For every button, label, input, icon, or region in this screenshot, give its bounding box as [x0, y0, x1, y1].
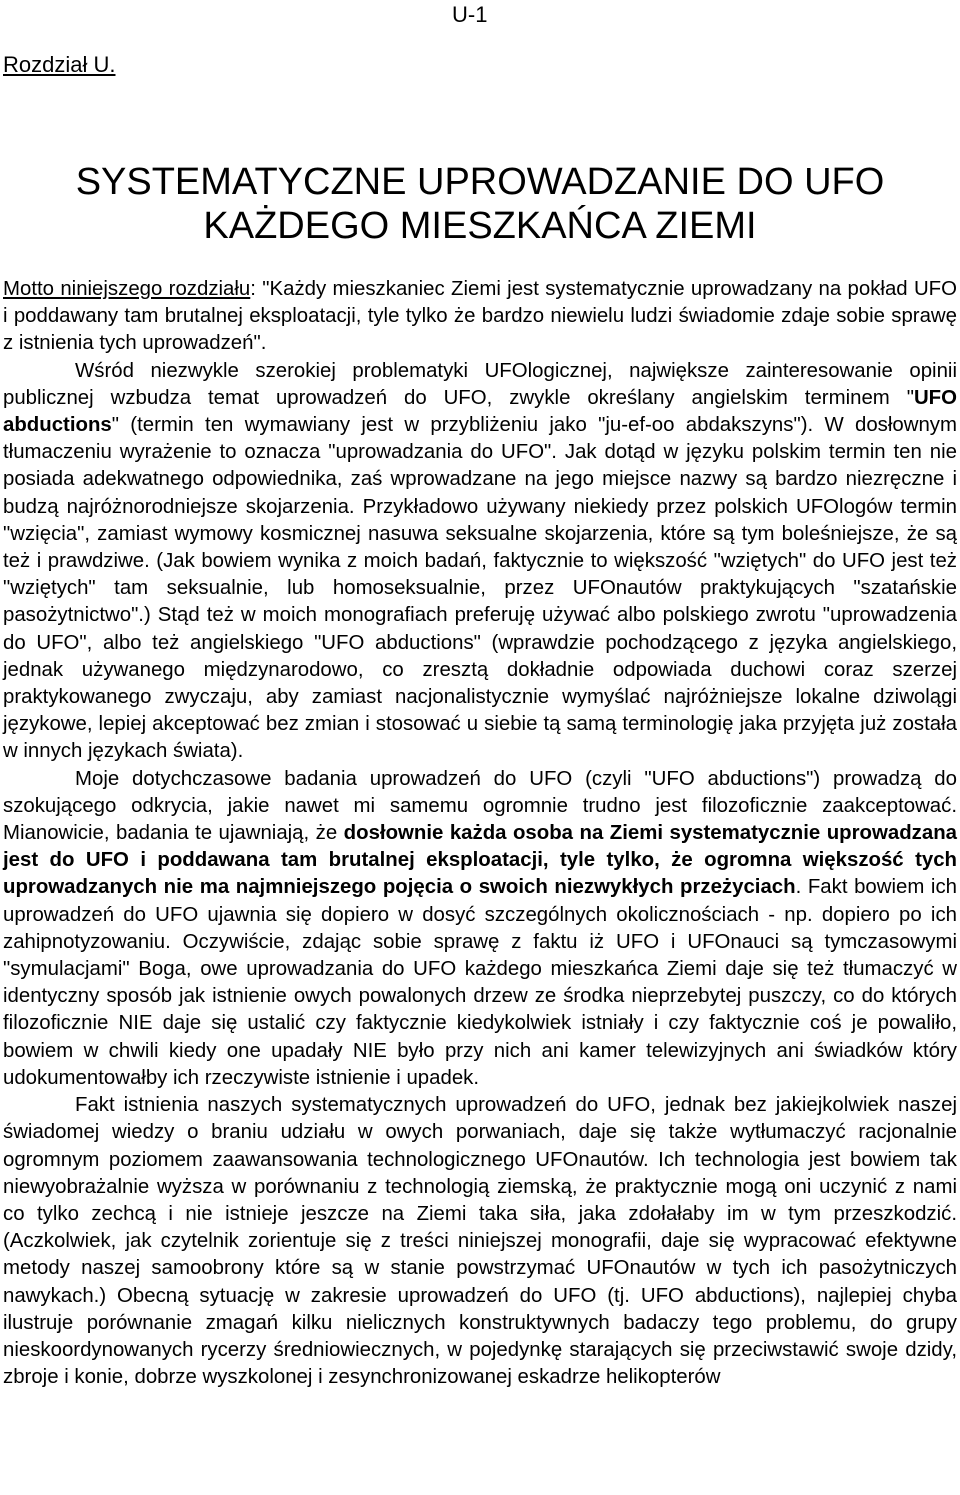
chapter-label-text: Rozdział U.: [3, 52, 116, 77]
chapter-label: [3, 52, 115, 78]
page-number: U-1: [452, 2, 488, 27]
paragraph-2: [3, 766, 957, 1092]
chapter-title: [0, 160, 960, 248]
chapter-title-line-2: KAŻDEGO MIESZKAŃCA ZIEMI: [203, 205, 757, 247]
chapter-title-line-1: SYSTEMATYCZNE UPROWADZANIE DO UFO: [75, 161, 885, 203]
paragraph-3-text: Fakt istnienia naszych systematycznych uprowadzeń do UFO, jednak bez jakiejkolwiek naszej świadomej wiedzy o braniu udziału w owych porwaniach, daje się także wytłumaczyć racjonalnie ogromnym poziomem zaawansowania technologicznego UFOnautów. Ich technologia jest bowiem tak niewyobrażalnie wyższa w porównaniu z technologią ziemską, że praktycznie mogą oni uczynić z nami co tylko zechcą i nie istnieje jeszcze na Ziemi taka siła, jaka zdołałaby im w tym przeszkodzić. (Aczkolwiek, jak czytelnik zorientuje się z treści niniejszej monografii, daje się wypracować efektywne metody naszej samoobrony które są w stanie powstrzymać UFOnautów w tych ich pasożytniczych nawykach.) Obecną sytuację w zakresie uprowadzeń do UFO (tj. UFO abductions), najlepiej chyba ilustruje porównanie zmagań kilku nielicznych konstruktywnych badaczy tego problemu, do grupy nieskoordynowanych rycerzy średniowiecznych, w pojedynkę starających się przeciwstawić swoje dzidy, zbroje i konie, dobrze wyszkolonej i zesynchronizowanej eskadrze helikopterów: [3, 1094, 957, 1389]
paragraph-2-bold-statement: dosłownie każda osoba na Ziemi systematycznie uprowadzana jest do UFO i poddawana tam brutalnej eksploatacji, tyle tylko, że ogromna większość tych uprowadzanych nie ma najmniejszego pojęcia o swoich niezwykłych przeżyciach: [3, 822, 957, 899]
paragraph-3: [3, 1092, 957, 1391]
motto-label: Motto niniejszego rozdziału: [3, 278, 251, 300]
paragraph-1-bold-term: UFO abductions: [3, 386, 957, 437]
paragraph-1: [3, 358, 957, 766]
motto-paragraph: [3, 276, 957, 358]
paragraph-2-part-1: Moje dotychczasowe badania uprowadzeń do UFO (czyli "UFO abductions") prowadzą do szokującego odkrycia, jakie nawet mi samemu ogromnie trudno jest filozoficznie zaakceptować. Mianowicie, badania te ujawniają, że: [3, 767, 957, 845]
paragraph-1-part-2: " (termin ten wymawiany jest w przybliżeniu jako "ju-ef-oo abdakszyns"). W dosłownym tłumaczeniu wyrażenie to oznacza "uprowadzania do UFO". Jak dotąd w języku polskim termin ten nie posiada adekwatnego odpowiednika, zaś wprowadzane na jego miejsce nazwy są bardzo niezręczne i budzą najróżnorodniejsze skojarzenia. Przykładowo używany niekiedy przez polskich UFOlogów termin "wzięcia", zamiast wymowy kosmicznej nasuwa seksualne skojarzenia, które są tym boleśniejsze, że są też i prawdziwe. (Jak bowiem wynika z moich badań, faktycznie to większość "wziętych" do UFO jest też "wziętych" tam seksualnie, lub homoseksualnie, przez UFOnautów praktykujących "szatańskie pasożytnictwo".) Stąd też w moich monografiach preferuję używać albo polskiego zwrotu "uprowadzenia do UFO", albo też angielskiego "UFO abductions" (wprawdzie pochodzącego z języka angielskiego, jednak używanego międzynarodowo, co zresztą dokładnie odpowiada duchowi coraz szerzej praktykowanego zwyczaju, aby zamiast nacjonalistycznie wymyślać najróżniejsze lokalne dziwolągi językowe, lepiej akceptować bez zmian i stosować u siebie tą samą terminologię jaka przyjęta już została w innych językach świata).: [3, 414, 957, 763]
body-text: [3, 276, 957, 1391]
paragraph-1-part-1: Wśród niezwykle szerokiej problematyki UFOlogicznej, największe zainteresowanie opinii publicznej wzbudza temat uprowadzeń do UFO, zwykle określany angielskim terminem ": [3, 359, 957, 409]
paragraph-2-part-2: . Fakt bowiem ich uprowadzeń do UFO ujawnia się dopiero w dosyć szczególnych okolicznościach - np. dopiero po ich zahipnotyzowaniu. Oczywiście, zdając sobie sprawę z faktu iż UFO i UFOnauci są tymczasowymi "symulacjami" Boga, owe uprowadzania do UFO każdego mieszkańca Ziemi daje się też tłumaczyć w identyczny sposób jak istnienie owych powalonych drzew ze środka nieprzebytej puszczy, co do których filozoficznie NIE daje się ustalić czy faktycznie kiedykolwiek istniały i czy faktycznie coś je powaliło, bowiem w chwili kiedy one upadały NIE było przy nich ani kamer telewizyjnych ani świadków który udokumentowałby ich rzeczywiste istnienie i upadek.: [3, 876, 957, 1089]
motto-text: : "Każdy mieszkaniec Ziemi jest systematycznie uprowadzany na pokład UFO i poddawany tam brutalnej eksploatacji, tyle tylko że bardzo niewielu ludzi świadomie zdaje sobie sprawę z istnienia tych uprowadzeń".: [3, 278, 957, 355]
